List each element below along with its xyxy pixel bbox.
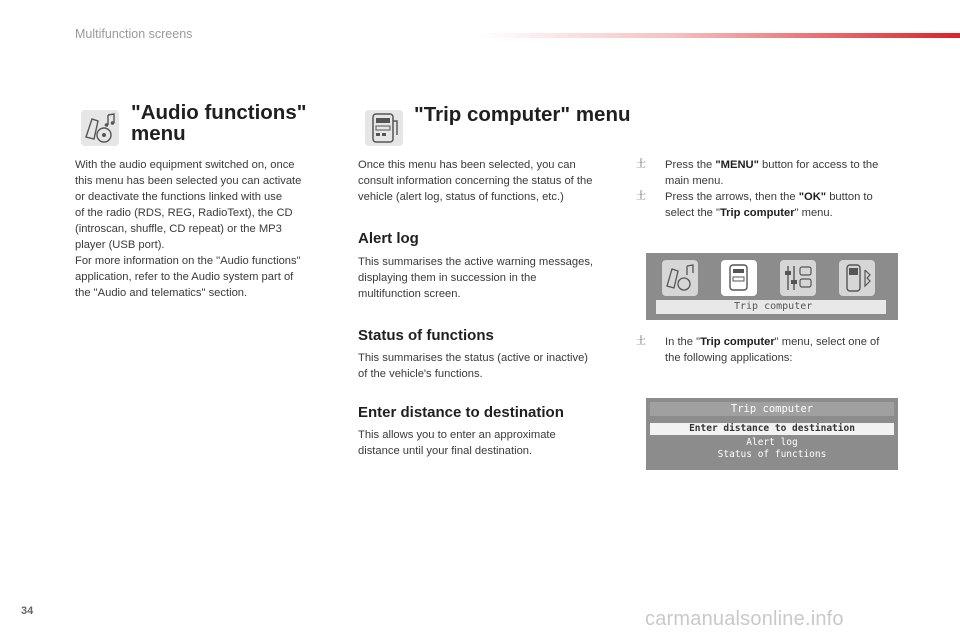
bullet-icon: ⼟ (636, 336, 646, 347)
status-functions-body (358, 350, 623, 382)
trip-intro (358, 157, 623, 205)
trip-intro-line: Once this menu has been selected, you can (358, 159, 576, 171)
alert-log-line: displaying them in succession in the (358, 272, 537, 284)
trip-computer-icon (364, 109, 404, 147)
page-number: 34 (21, 605, 34, 617)
alert-log-body (358, 254, 623, 302)
audio-title-line1: "Audio functions" (131, 101, 307, 124)
step-press-menu (636, 157, 916, 189)
trip-list-item-selected: Enter distance to destination (650, 423, 894, 435)
status-functions-heading: Status of functions (358, 327, 494, 344)
audio-body-line: (introscan, shuffle, CD repeat) or the MP3 (75, 223, 282, 235)
trip-tile-icon (721, 260, 757, 296)
bullet-icon: ⼟ (636, 191, 646, 202)
menu-screen-label: Trip computer (656, 300, 886, 314)
status-functions-line: of the vehicle's functions. (358, 368, 483, 380)
alert-log-heading: Alert log (358, 230, 419, 247)
settings-tile-icon (780, 260, 816, 296)
audio-functions-icon (80, 109, 120, 147)
trip-intro-line: consult information concerning the status of the (358, 175, 593, 187)
header-section-title: Multifunction screens (75, 27, 193, 41)
alert-log-line: This summarises the active warning messages, (358, 256, 594, 268)
header-accent-bar (480, 33, 960, 38)
step-select-application (636, 334, 916, 366)
trip-list-item: Alert log (746, 437, 798, 448)
watermark-text: carmanualsonline.info (645, 608, 844, 630)
audio-tile-icon (662, 260, 698, 296)
trip-computer-title: "Trip computer" menu (414, 103, 631, 126)
trip-list-item: Status of functions (717, 449, 827, 460)
audio-functions-body (75, 157, 335, 301)
audio-body-line: With the audio equipment switched on, once (75, 159, 295, 171)
phone-tile-icon (839, 260, 875, 296)
trip-list-screen-image (646, 398, 898, 470)
step-text: In the "Trip computer" menu, select one of (665, 336, 880, 348)
audio-body-line: For more information on the "Audio functions" (75, 255, 301, 267)
step-select-trip (636, 189, 916, 221)
step-text: Press the "MENU" button for access to the (665, 159, 879, 171)
menu-screen-image (646, 253, 898, 320)
distance-heading: Enter distance to destination (358, 404, 564, 421)
distance-body (358, 427, 623, 459)
audio-body-line: player (USB port). (75, 239, 165, 251)
step-text: Press the arrows, then the "OK" button to (665, 191, 873, 203)
distance-line: distance until your final destination. (358, 445, 533, 457)
trip-list-title: Trip computer (650, 402, 894, 416)
distance-line: This allows you to enter an approximate (358, 429, 556, 441)
status-functions-line: This summarises the status (active or inactive) (358, 352, 589, 364)
audio-title-line2: menu (131, 122, 186, 145)
audio-body-line: or deactivate the functions linked with use (75, 191, 283, 203)
alert-log-line: multifunction screen. (358, 288, 461, 300)
step-text-line2: select the "Trip computer" menu. (665, 207, 833, 219)
step-text-line2: main menu. (665, 175, 724, 187)
bullet-icon: ⼟ (636, 159, 646, 170)
trip-intro-line: vehicle (alert log, status of functions, etc.) (358, 191, 564, 203)
audio-body-line: of the radio (RDS, REG, RadioText), the CD (75, 207, 293, 219)
step-text-line2: the following applications: (665, 352, 793, 364)
audio-body-line: the "Audio and telematics" section. (75, 287, 248, 299)
audio-body-line: application, refer to the Audio system part of (75, 271, 294, 283)
audio-body-line: this menu has been selected you can activate (75, 175, 302, 187)
audio-functions-title (131, 102, 306, 144)
